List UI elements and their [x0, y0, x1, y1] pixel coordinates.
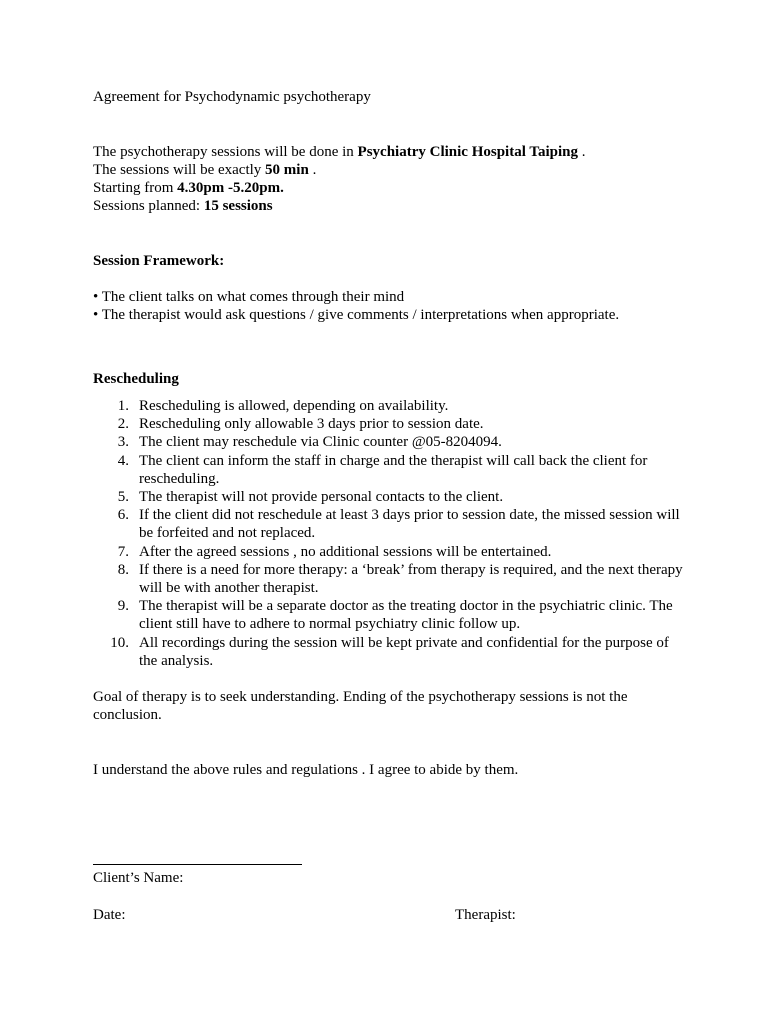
goal-statement: Goal of therapy is to seek understanding. Ending of the psychotherapy sessions is not the conclusion.: [93, 689, 628, 723]
item-number: 8.: [117, 561, 129, 578]
item-text: The therapist will be a separate doctor as the treating doctor in the psychiatric clinic. The client still have to adhere to normal psychiatry clinic follow up.: [139, 598, 673, 633]
session-details: [93, 143, 713, 215]
document-title: Agreement for Psychodynamic psychotherapy: [93, 89, 371, 105]
agreement-statement: I understand the above rules and regulations . I agree to abide by them.: [93, 762, 519, 778]
item-text: All recordings during the session will be kept private and confidential for the purpose of the analysis.: [139, 634, 669, 669]
session-duration: 50 min: [265, 162, 309, 178]
sessions-planned-prefix: Sessions planned:: [93, 198, 204, 214]
framework-item: • The client talks on what comes through their mind: [93, 289, 405, 305]
session-duration-suffix: .: [308, 162, 317, 178]
sessions-planned: 15 sessions: [203, 198, 273, 214]
item-number: 5.: [117, 489, 129, 506]
rescheduling-heading: Rescheduling: [93, 371, 179, 387]
session-time: 4.30pm -5.20pm.: [177, 180, 284, 196]
rescheduling-item: [93, 452, 683, 488]
framework-item: • The therapist would ask questions / give comments / interpretations when appropriate.: [93, 307, 620, 323]
rescheduling-item: [93, 397, 683, 415]
item-text: The client may reschedule via Clinic counter @05-8204094.: [139, 434, 502, 451]
framework-list: [93, 288, 713, 324]
session-time-prefix: Starting from: [93, 180, 178, 196]
item-number: 6.: [117, 507, 129, 524]
rescheduling-item: [93, 543, 683, 561]
item-number: 3.: [117, 434, 129, 451]
session-location: Psychiatry Clinic Hospital Taiping: [357, 144, 579, 160]
item-number: 10.: [110, 634, 129, 651]
framework-heading: Session Framework:: [93, 253, 225, 269]
session-location-suffix: .: [578, 144, 586, 160]
item-number: 2.: [117, 416, 129, 433]
signature-line: [93, 864, 302, 865]
item-text: The client can inform the staff in charge and the therapist will call back the client for rescheduling.: [139, 452, 648, 487]
rescheduling-item: [93, 506, 683, 542]
date-label: Date:: [93, 907, 126, 923]
session-location-prefix: The psychotherapy sessions will be done in: [93, 144, 358, 160]
rescheduling-item: [93, 488, 683, 506]
client-name-label: Client’s Name:: [93, 870, 184, 886]
session-duration-prefix: The sessions will be exactly: [93, 162, 266, 178]
item-text: Rescheduling only allowable 3 days prior to session date.: [139, 416, 484, 433]
item-text: The therapist will not provide personal contacts to the client.: [139, 489, 504, 506]
rescheduling-item: [93, 433, 683, 451]
therapist-label: Therapist:: [455, 907, 516, 923]
item-number: 7.: [117, 543, 129, 560]
rescheduling-item: [93, 415, 683, 433]
session-time-line: [93, 179, 713, 197]
sessions-planned-line: [93, 197, 713, 215]
item-text: After the agreed sessions , no additional sessions will be entertained.: [139, 543, 552, 560]
session-location-line: [93, 143, 713, 161]
item-text: If there is a need for more therapy: a ‘break’ from therapy is required, and the next therapy will be with another therapist.: [139, 561, 683, 597]
item-text: If the client did not reschedule at least 3 days prior to session date, the missed session will be forfeited and not replaced.: [139, 507, 680, 542]
rescheduling-list: [93, 397, 683, 670]
rescheduling-item: [93, 561, 683, 597]
rescheduling-item: [93, 634, 683, 670]
session-duration-line: [93, 161, 713, 179]
rescheduling-item: [93, 597, 683, 633]
item-number: 1.: [117, 398, 129, 414]
item-number: 9.: [117, 598, 129, 615]
item-number: 4.: [117, 452, 129, 469]
item-text: Rescheduling is allowed, depending on availability.: [139, 398, 449, 414]
